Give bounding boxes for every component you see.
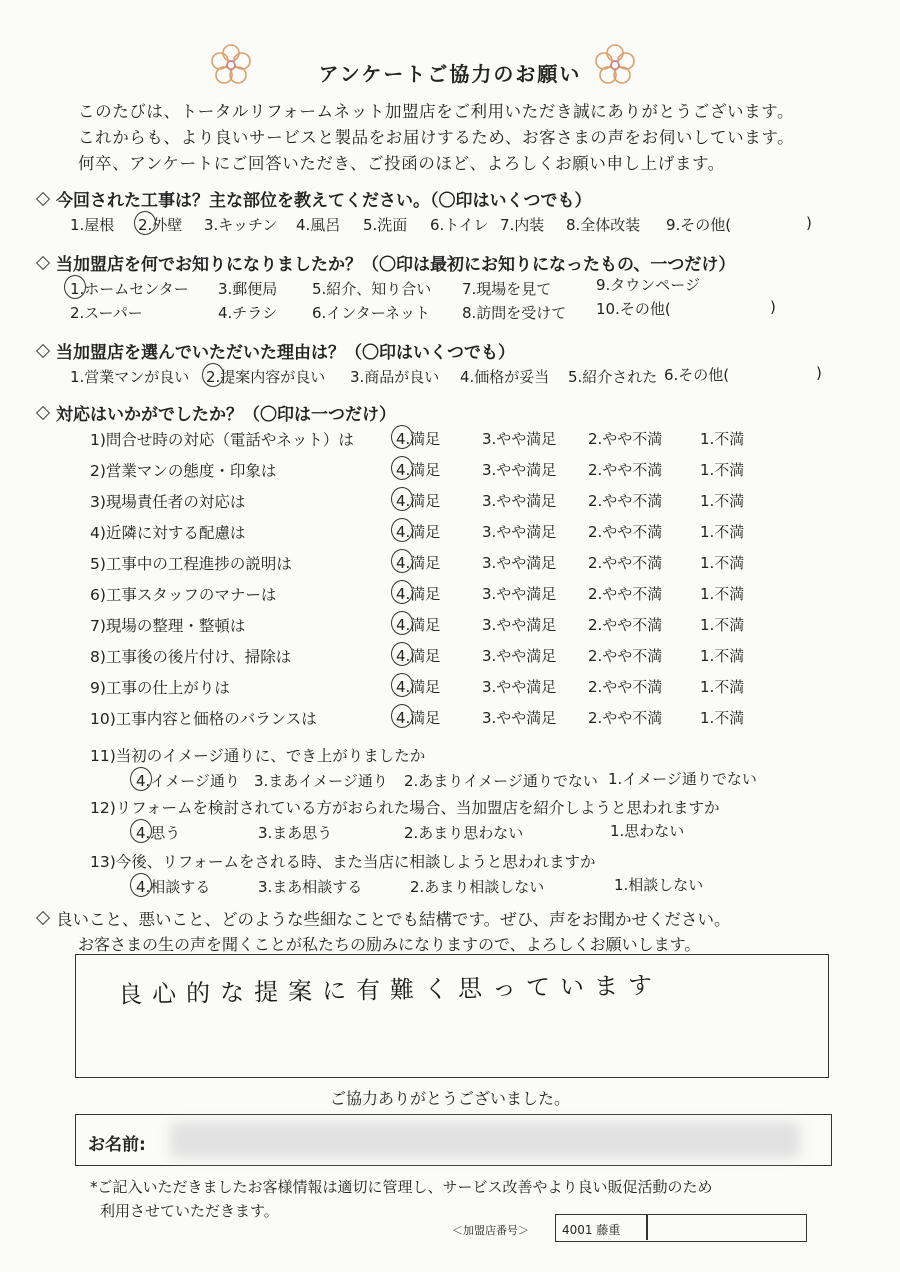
q11-text: 11)当初のイメージ通りに、でき上がりましたか: [90, 747, 426, 765]
rating-item-label: 4)近隣に対する配慮は: [90, 524, 246, 542]
q2-option[interactable]: 10.その他(: [596, 300, 671, 318]
q12-option[interactable]: 2.あまり思わない: [404, 824, 524, 842]
answer-circle: [130, 767, 152, 791]
rating-option[interactable]: 2.やや不満: [588, 430, 663, 448]
rating-item-label: 1)問合せ時の対応（電話やネット）は: [90, 431, 354, 449]
rating-option[interactable]: 2.やや不満: [588, 554, 663, 572]
handwritten-comment: 良心的な提案に有難く思っています: [117, 971, 663, 1009]
rating-option[interactable]: 4.満足: [396, 523, 441, 541]
rating-option[interactable]: 4.満足: [396, 461, 441, 479]
answer-circle: [134, 211, 156, 235]
q13-text: 13)今後、リフォームをされる時、また当店に相談しようと思われますか: [90, 853, 596, 871]
rating-option[interactable]: 4.満足: [396, 709, 441, 727]
store-box-divider: [646, 1214, 648, 1240]
q13-option[interactable]: 4.相談する: [136, 878, 211, 896]
privacy-note: 利用させていただきます。: [100, 1202, 279, 1220]
q13-option[interactable]: 2.あまり相談しない: [410, 878, 545, 896]
rating-option[interactable]: 2.やや不満: [588, 492, 663, 510]
q2-option[interactable]: 5.紹介、知り合い: [312, 280, 432, 298]
rating-option[interactable]: 4.満足: [396, 616, 441, 634]
rating-option[interactable]: 3.やや満足: [482, 585, 557, 603]
q1-option[interactable]: 4.風呂: [296, 216, 341, 234]
rating-item-label: 7)現場の整理・整頓は: [90, 617, 246, 635]
q11-option[interactable]: 2.あまりイメージ通りでない: [404, 772, 598, 790]
answer-circle: [391, 549, 413, 573]
answer-circle: [202, 363, 224, 387]
q3-option: ): [816, 364, 822, 382]
q3-option[interactable]: 2.提案内容が良い: [206, 368, 326, 386]
rating-option[interactable]: 1.不満: [700, 616, 745, 634]
answer-circle: [391, 425, 413, 449]
rating-option[interactable]: 2.やや不満: [588, 616, 663, 634]
page-title: アンケートご協力のお願い: [318, 62, 582, 86]
q11-option[interactable]: 1.イメージ通りでない: [608, 770, 757, 788]
rating-option[interactable]: 1.不満: [700, 492, 745, 510]
rating-item-label: 5)工事中の工程進捗の説明は: [90, 555, 292, 573]
q1-option[interactable]: 6.トイレ: [430, 216, 489, 234]
comments-subheading: お客さまの生の声を聞くことが私たちの励みになりますので、よろしくお願いします。: [78, 935, 701, 954]
intro-line: このたびは、トータルリフォームネット加盟店をご利用いただき誠にありがとうございます。: [78, 102, 795, 121]
rating-item-label: 2)営業マンの態度・印象は: [90, 462, 277, 480]
rating-option[interactable]: 3.やや満足: [482, 492, 557, 510]
q11-option[interactable]: 3.まあイメージ通り: [254, 772, 388, 790]
rating-option[interactable]: 4.満足: [396, 492, 441, 510]
q12-text: 12)リフォームを検討されている方がおられた場合、当加盟店を紹介しようと思われますか: [90, 799, 720, 817]
rating-option[interactable]: 3.やや満足: [482, 461, 557, 479]
answer-circle: [130, 819, 152, 843]
rating-option[interactable]: 1.不満: [700, 461, 745, 479]
answer-circle: [391, 611, 413, 635]
q1-option[interactable]: 8.全体改装: [566, 216, 641, 234]
q1-option[interactable]: 1.屋根: [70, 216, 115, 234]
rating-option[interactable]: 1.不満: [700, 647, 745, 665]
rating-option[interactable]: 4.満足: [396, 585, 441, 603]
store-number-label: ＜加盟店番号＞: [452, 1224, 529, 1237]
diamond-icon: [36, 344, 50, 358]
diamond-icon: [36, 406, 50, 420]
rating-option[interactable]: 3.やや満足: [482, 523, 557, 541]
rating-option[interactable]: 2.やや不満: [588, 709, 663, 727]
q1-heading: 今回された工事は？主な部位を教えてください。（〇印はいくつでも）: [38, 186, 592, 211]
diamond-icon: [36, 911, 50, 925]
rating-option[interactable]: 1.不満: [700, 585, 745, 603]
q3-heading: 当加盟店を選んでいただいた理由は？（〇印はいくつでも）: [38, 338, 515, 363]
rating-option[interactable]: 4.満足: [396, 647, 441, 665]
q1-option[interactable]: 2.外壁: [138, 216, 183, 234]
answer-circle: [391, 518, 413, 542]
rating-item-label: 8)工事後の後片付け、掃除は: [90, 648, 292, 666]
q2-option[interactable]: 2.スーパー: [70, 304, 143, 322]
rating-option[interactable]: 4.満足: [396, 678, 441, 696]
answer-circle: [391, 673, 413, 697]
q1-option[interactable]: 9.その他(: [666, 216, 732, 234]
store-number: 4001 藤重: [562, 1223, 621, 1237]
diamond-icon: [36, 192, 50, 206]
rating-option[interactable]: 2.やや不満: [588, 647, 663, 665]
q3-option[interactable]: 5.紹介された: [568, 368, 658, 386]
rating-option[interactable]: 1.不満: [700, 523, 745, 541]
q13-option[interactable]: 3.まあ相談する: [258, 878, 363, 896]
q2-option[interactable]: 8.訪問を受けて: [462, 304, 567, 322]
rating-item-label: 6)工事スタッフのマナーは: [90, 586, 277, 604]
q1-option[interactable]: 7.内装: [500, 216, 545, 234]
rating-option[interactable]: 1.不満: [700, 709, 745, 727]
redacted-name: [170, 1122, 800, 1158]
rating-option[interactable]: 4.満足: [396, 430, 441, 448]
q2-option[interactable]: 4.チラシ: [218, 304, 278, 322]
answer-circle: [391, 580, 413, 604]
answer-circle: [391, 642, 413, 666]
rating-option[interactable]: 2.やや不満: [588, 585, 663, 603]
rating-option[interactable]: 2.やや不満: [588, 461, 663, 479]
answer-circle: [130, 873, 152, 897]
rating-option[interactable]: 3.やや満足: [482, 678, 557, 696]
rating-option[interactable]: 1.不満: [700, 430, 745, 448]
rating-option[interactable]: 4.満足: [396, 554, 441, 572]
q3-option[interactable]: 4.価格が妥当: [460, 368, 550, 386]
q3-option[interactable]: 6.その他(: [664, 366, 730, 384]
q3-option[interactable]: 3.商品が良い: [350, 368, 440, 386]
rating-option[interactable]: 3.やや満足: [482, 616, 557, 634]
rating-option[interactable]: 2.やや不満: [588, 523, 663, 541]
q2-option: ): [770, 298, 776, 316]
q2-option[interactable]: 7.現場を見て: [462, 280, 552, 298]
q2-heading: 当加盟店を何でお知りになりましたか？（〇印は最初にお知りになったもの、一つだけ）: [38, 250, 735, 275]
q2-option[interactable]: 1.ホームセンター: [70, 280, 189, 298]
comments-heading: 良いこと、悪いこと、どのような些細なことでも結構です。ぜひ、声をお聞かせください。: [38, 906, 731, 930]
answer-circle: [391, 487, 413, 511]
q12-option[interactable]: 4.思う: [136, 824, 181, 842]
rating-option[interactable]: 3.やや満足: [482, 647, 557, 665]
q2-option[interactable]: 3.郵便局: [218, 280, 278, 298]
q2-option[interactable]: 6.インターネット: [312, 304, 430, 322]
rating-option[interactable]: 1.不満: [700, 678, 745, 696]
rating-item-label: 9)工事の仕上がりは: [90, 679, 230, 697]
thanks-text: ご協力ありがとうございました。: [329, 1089, 570, 1108]
q11-option[interactable]: 4.イメージ通り: [136, 772, 240, 790]
rating-option[interactable]: 3.やや満足: [482, 430, 557, 448]
answer-circle: [391, 704, 413, 728]
q3-option[interactable]: 1.営業マンが良い: [70, 368, 190, 386]
rating-option[interactable]: 3.やや満足: [482, 709, 557, 727]
rating-item-label: 10)工事内容と価格のバランスは: [90, 710, 317, 728]
answer-circle: [64, 275, 86, 299]
answer-circle: [391, 456, 413, 480]
q13-option[interactable]: 1.相談しない: [614, 876, 704, 894]
q1-option[interactable]: 3.キッチン: [204, 216, 278, 234]
q4-heading: 対応はいかがでしたか？（〇印は一つだけ）: [38, 400, 396, 425]
rating-option[interactable]: 1.不満: [700, 554, 745, 572]
q12-option[interactable]: 3.まあ思う: [258, 824, 333, 842]
q1-option: ): [806, 214, 812, 232]
q12-option[interactable]: 1.思わない: [610, 822, 685, 840]
rating-option[interactable]: 3.やや満足: [482, 554, 557, 572]
privacy-note: *ご記入いただきましたお客様情報は適切に管理し、サービス改善やより良い販促活動のため: [90, 1178, 713, 1196]
intro-line: これからも、より良いサービスと製品をお届けするため、お客さまの声をお伺いしています。: [78, 128, 795, 147]
intro-line: 何卒、アンケートにご回答いただき、ご投函のほど、よろしくお願い申し上げます。: [78, 154, 725, 173]
q2-option[interactable]: 9.タウンページ: [596, 276, 701, 294]
name-label: お名前:: [88, 1135, 146, 1155]
q1-option[interactable]: 5.洗面: [363, 216, 408, 234]
diamond-icon: [36, 256, 50, 270]
rating-item-label: 3)現場責任者の対応は: [90, 493, 246, 511]
rating-option[interactable]: 2.やや不満: [588, 678, 663, 696]
